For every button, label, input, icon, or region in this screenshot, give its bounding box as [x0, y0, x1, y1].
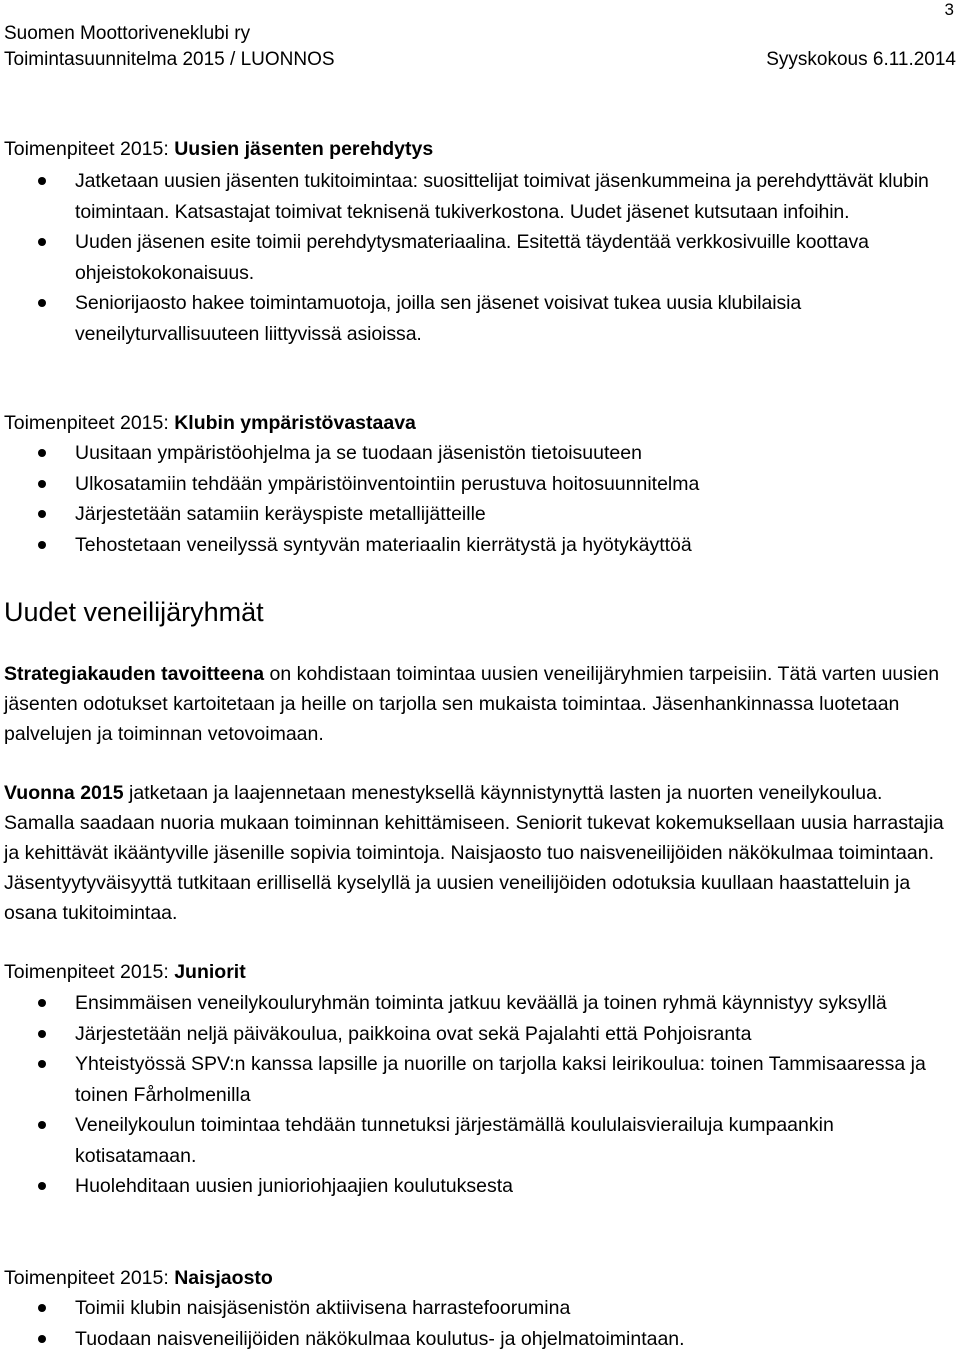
document-header: [4, 21, 956, 73]
section-title: Naisjaosto: [174, 1267, 273, 1289]
list-item-text: Yhteistyössä SPV:n kanssa lapsille ja nuorille on tarjolla kaksi leirikoulua: toinen Tammisaaressa ja toinen Fårholmenilla: [75, 1053, 926, 1106]
list-item-text: Veneilykoulun toimintaa tehdään tunnetuksi järjestämällä koululaisvierailuja kumpaankin kotisatamaan.: [75, 1114, 834, 1167]
list-item: [0, 1171, 940, 1202]
page-number: 3: [945, 0, 954, 20]
list-item: [0, 1019, 940, 1050]
bullet-icon: [38, 1121, 46, 1129]
list-item-text: Tehostetaan veneilyssä syntyvän materiaalin kierrätystä ja hyötykäyttöä: [75, 534, 692, 556]
bullet-icon: [38, 1335, 46, 1343]
section-prefix: Toimenpiteet 2015:: [4, 138, 174, 160]
paragraph-text: on kohdistaan toimintaa uusien veneilijäryhmien tarpeisiin. Tätä varten uusien jäsenten odotukset kartoitetaan ja heille on tarjolla sen mukaista toimintaa. Jäsenhankinnassa luotetaan palvelujen ja toiminnan vetovoimaan.: [4, 663, 939, 745]
list-item-text: Ensimmäisen veneilykouluryhmän toiminta jatkuu keväällä ja toinen ryhmä käynnistyy syksyllä: [75, 992, 887, 1014]
bullet-icon: [38, 541, 46, 549]
section-heading-naisjaosto: [4, 1263, 273, 1293]
list-item: [0, 1293, 940, 1324]
bullet-list-naisjaosto: [0, 1293, 940, 1354]
bullet-list-perehdytys: [0, 166, 940, 349]
list-item-text: Huolehditaan uusien junioriohjaajien koulutuksesta: [75, 1175, 513, 1197]
bullet-icon: [38, 1060, 46, 1068]
list-item: [0, 988, 940, 1019]
bullet-icon: [38, 1182, 46, 1190]
paragraph-2015: [4, 778, 956, 928]
list-item: [0, 469, 940, 500]
section-prefix: Toimenpiteet 2015:: [4, 1267, 174, 1289]
list-item-text: Uuden jäsenen esite toimii perehdytysmateriaalina. Esitettä täydentää verkkosivuille koottava ohjeistokokonaisuus.: [75, 231, 869, 284]
list-item-text: Uusitaan ympäristöohjelma ja se tuodaan jäsenistön tietoisuuteen: [75, 442, 642, 464]
section-heading-uudet-veneilijaryhmat: Uudet veneilijäryhmät: [4, 594, 264, 630]
list-item-text: Ulkosatamiin tehdään ympäristöinventointiin perustuva hoitosuunnitelma: [75, 473, 699, 495]
list-item-text: Jatketaan uusien jäsenten tukitoimintaa: suosittelijat toimivat jäsenkummeina ja perehdyttävät klubin toimintaan. Katsastajat toimivat teknisenä tukiverkostona. Uudet jäsenet kutsutaan infoihin.: [75, 170, 929, 223]
list-item-text: Seniorijaosto hakee toimintamuotoja, joilla sen jäsenet voisivat tukea uusia klubilaisia veneilyturvallisuuteen liittyvissä asioissa.: [75, 292, 801, 345]
bullet-icon: [38, 1304, 46, 1312]
bullet-icon: [38, 177, 46, 185]
meeting-date: Syyskokous 6.11.2014: [766, 47, 956, 73]
section-title: Juniorit: [174, 961, 246, 983]
bullet-icon: [38, 510, 46, 518]
paragraph-strategy: [4, 659, 956, 749]
section-prefix: Toimenpiteet 2015:: [4, 961, 174, 983]
bullet-icon: [38, 449, 46, 457]
list-item: [0, 1110, 940, 1171]
list-item: [0, 166, 940, 227]
bullet-icon: [38, 238, 46, 246]
list-item: [0, 499, 940, 530]
list-item-text: Toimii klubin naisjäsenistön aktiivisena harrastefoorumina: [75, 1297, 570, 1319]
bullet-icon: [38, 1030, 46, 1038]
bullet-icon: [38, 480, 46, 488]
bullet-list-juniorit: [0, 988, 940, 1202]
organization-name: Suomen Moottoriveneklubi ry: [4, 21, 956, 47]
paragraph-lead: Strategiakauden tavoitteena: [4, 663, 264, 685]
bullet-icon: [38, 299, 46, 307]
paragraph-lead: Vuonna 2015: [4, 782, 124, 804]
paragraph-text: jatketaan ja laajennetaan menestyksellä käynnistynyttä lasten ja nuorten veneilykoulua. Samalla saadaan nuoria mukaan toiminnan kehittämiseen. Seniorit tukevat kokemuksellaan uusia harrastajia ja kehittävät ikääntyville jäsenille sopivia toimintoja. Naisjaosto tuo naisveneilijöiden näkökulmaa toimintaan. Jäsentyytyväisyyttä tutkitaan erillisellä kyselyllä ja uusien veneilijöiden odotuksia kuullaan haastatteluin ja osana tukitoimintaa.: [4, 782, 944, 924]
list-item-text: Tuodaan naisveneilijöiden näkökulmaa koulutus- ja ohjelmatoimintaan.: [75, 1328, 685, 1350]
list-item: [0, 530, 940, 561]
list-item: [0, 227, 940, 288]
list-item-text: Järjestetään neljä päiväkoulua, paikkoina ovat sekä Pajalahti että Pohjoisranta: [75, 1023, 751, 1045]
list-item: [0, 438, 940, 469]
section-prefix: Toimenpiteet 2015:: [4, 412, 174, 434]
section-heading-juniorit: [4, 957, 246, 987]
bullet-icon: [38, 999, 46, 1007]
list-item: [0, 1049, 940, 1110]
list-item: [0, 1324, 940, 1354]
section-heading-ymparisto: [4, 408, 416, 438]
list-item-text: Järjestetään satamiin keräyspiste metallijätteille: [75, 503, 486, 525]
section-heading-perehdytys: [4, 134, 433, 164]
list-item: [0, 288, 940, 349]
section-title: Klubin ympäristövastaava: [174, 412, 416, 434]
bullet-list-ymparisto: [0, 438, 940, 560]
document-title: Toimintasuunnitelma 2015 / LUONNOS: [4, 47, 335, 73]
section-title: Uusien jäsenten perehdytys: [174, 138, 433, 160]
